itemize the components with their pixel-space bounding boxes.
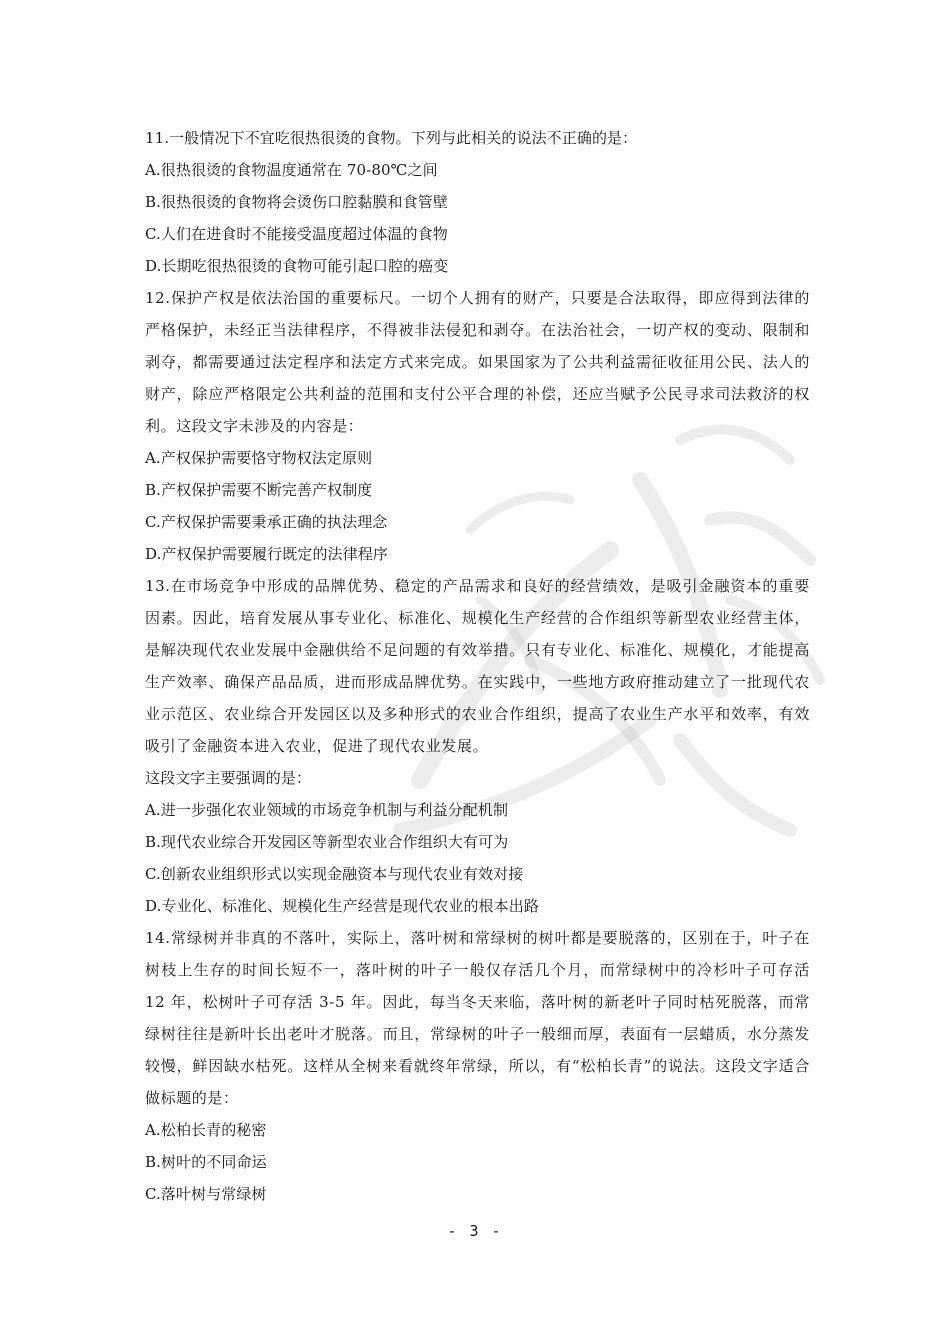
document-body (145, 122, 810, 1210)
question-12-option-a: A.产权保护需要恪守物权法定原则 (145, 449, 373, 467)
question-11-option-a: A.很热很烫的食物温度通常在 70-80℃之间 (145, 161, 438, 179)
question-11-stem: 11.一般情况下不宜吃很热很烫的食物。下列与此相关的说法不正确的是： (145, 129, 638, 147)
question-13-option-a: A.进一步强化农业领域的市场竞争机制与利益分配机制 (145, 801, 509, 819)
question-14-option-b: B.树叶的不同命运 (145, 1153, 267, 1171)
question-12-option-d: D.产权保护需要履行既定的法律程序 (145, 545, 388, 563)
question-12-option-c: C.产权保护需要秉承正确的执法理念 (145, 513, 388, 531)
question-14-stem: 14.常绿树并非真的不落叶，实际上，落叶树和常绿树的树叶都是要脱落的，区别在于，叶子在树枝上生存的时间长短不一，落叶树的叶子一般仅存活几个月，而常绿树中的冷杉叶子可存活 12 年，松树叶子可存活 3-5 年。因此，每当冬天来临，落叶树的新老叶子同时枯死脱落，而常绿树往往是新叶长出老叶才脱落。而且，常绿树的叶子一般细而厚，表面有一层蜡质，水分蒸发较慢，鲜因缺水枯死。这样从全树来看就终年常绿，所以，有“松柏长青”的说法。这段文字适合做标题的是： (145, 929, 810, 1107)
question-13-option-b: B.现代农业综合开发园区等新型农业合作组织大有可为 (145, 833, 509, 851)
question-13-stem: 13.在市场竞争中形成的品牌优势、稳定的产品需求和良好的经营绩效，是吸引金融资本的重要因素。因此，培育发展从事专业化、标准化、规模化生产经营的合作组织等新型农业经营主体，是解决现代农业发展中金融供给不足问题的有效举措。只有专业化、标准化、规模化，才能提高生产效率、确保产品品质，进而形成品牌优势。在实践中，一些地方政府推动建立了一批现代农业示范区、农业综合开发园区以及多种形式的农业合作组织，提高了农业生产水平和效率，有效吸引了金融资本进入农业，促进了现代农业发展。 (145, 577, 810, 755)
question-11-option-b: B.很热很烫的食物将会烫伤口腔黏膜和食管壁 (145, 193, 448, 211)
question-13-question: 这段文字主要强调的是： (145, 769, 312, 787)
question-12-stem: 12.保护产权是依法治国的重要标尺。一切个人拥有的财产，只要是合法取得，即应得到法律的严格保护，未经正当法律程序，不得被非法侵犯和剥夺。在法治社会，一切产权的变动、限制和剥夺，都需要通过法定程序和法定方式来完成。如果国家为了公共利益需征收征用公民、法人的财产，除应严格限定公共利益的范围和支付公平合理的补偿，还应当赋予公民寻求司法救济的权利。这段文字未涉及的内容是： (145, 289, 810, 435)
question-14-option-a: A.松柏长青的秘密 (145, 1121, 267, 1139)
question-11-option-c: C.人们在进食时不能接受温度超过体温的食物 (145, 225, 448, 243)
question-13-option-c: C.创新农业组织形式以实现金融资本与现代农业有效对接 (145, 865, 524, 883)
question-11-option-d: D.长期吃很热很烫的食物可能引起口腔的癌变 (145, 257, 449, 275)
question-13-option-d: D.专业化、标准化、规模化生产经营是现代农业的根本出路 (145, 897, 539, 915)
question-14-option-c: C.落叶树与常绿树 (145, 1185, 267, 1203)
page-number: - 3 - (447, 1222, 503, 1240)
question-12-option-b: B.产权保护需要不断完善产权制度 (145, 481, 373, 499)
